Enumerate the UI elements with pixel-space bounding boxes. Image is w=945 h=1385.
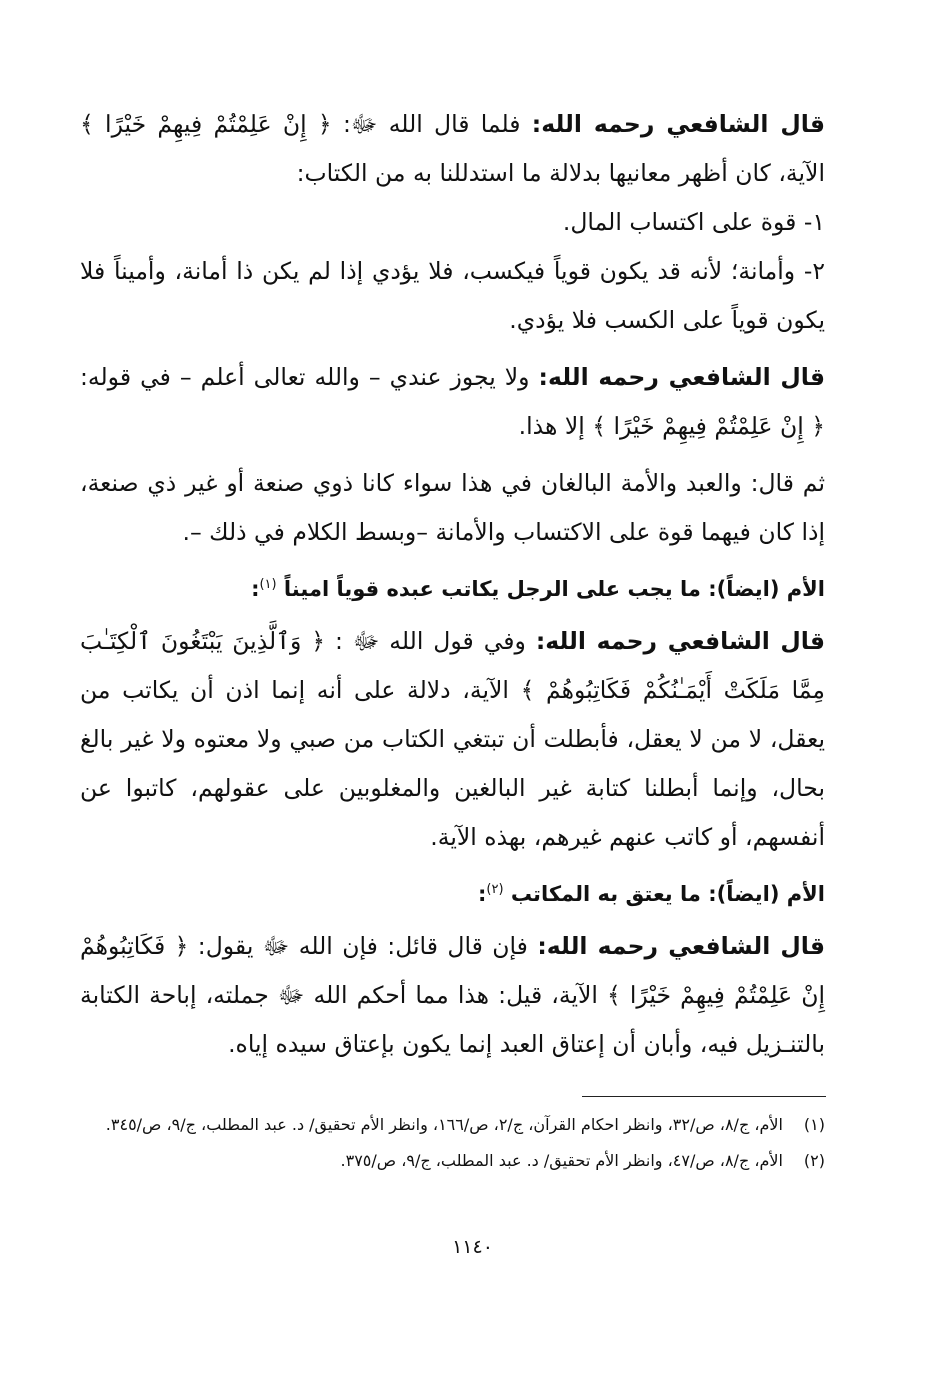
paragraph-1-text: فلما قال الله ﷻ: [331,110,532,138]
footnote-2-number: (٢) [803,1151,825,1170]
footnote-2-text: الأم، ج/٨، ص/٤٧، وانظر الأم تحقيق/ د. عبد المطلب، ج/٩، ص/٣٧٥. [340,1151,783,1170]
footnote-1 [80,1110,825,1140]
paragraph-5-text-cont: الآية، قيل: هذا مما أحكم الله ﷻ جملته، إباحة الكتابة بالتنـزيل فيه، وأبان أن إعتاق العبد إنما يكون بإعتاق سيده إياه. [80,981,825,1058]
list-item-1: ١- قوة على اكتساب المال. [562,208,825,236]
section-heading-2-colon: : [477,882,487,906]
paragraph-2-text: ولا يجوز عندي – والله تعالى أعلم – في قوله: [80,363,539,391]
page-body [80,100,825,1069]
paragraph-1-text-cont: الآية، كان أظهر معانيها بدلالة ما استدللنا به من الكتاب: [296,159,825,187]
footnote-ref-2: (٢) [486,882,504,897]
footnote-ref-1: (١) [259,577,277,592]
paragraph-4-text: وفي قول الله ﷻ : [325,627,536,655]
paragraph-1-lead: قال الشافعي رحمه الله: [531,110,825,138]
footnote-1-number: (١) [803,1115,825,1134]
paragraph-2-text-cont: إلا هذا. [518,412,593,440]
footnote-1-text: الأم، ج/٨، ص/٣٢، وانظر احكام القرآن، ج/٢، ص/١٦٦، وانظر الأم تحقيق/ د. عبد المطلب، ج/٩، ص/٣٤٥. [105,1115,783,1134]
section-heading-1-colon: : [251,577,260,601]
paragraph-5-verse: ﴿ فَكَاتِبُوهُمْ إِنْ عَلِمْتُمْ فِيهِمْ خَيْرًا ﴾ [80,932,825,1009]
footnotes [80,1110,825,1182]
footnote-divider [582,1096,826,1097]
paragraph-1 [80,100,825,198]
section-heading-2 [80,872,825,916]
paragraph-3: ثم قال: والعبد والأمة البالغان في هذا سواء كانا ذوي صنعة أو غير ذي صنعة، إذا كان فيهما قوة على الاكتساب والأمانة –وبسط الكلام في ذلك –. [80,469,825,546]
paragraph-2 [80,353,825,451]
page-number: ١١٤٠ [452,1236,493,1258]
paragraph-4-lead: قال الشافعي رحمه الله: [535,627,825,655]
paragraph-5-text: فإن قال قائل: فإن الله ﷻ يقول: [188,932,538,960]
paragraph-2-verse: ﴿ إِنْ عَلِمْتُمْ فِيهِمْ خَيْرًا ﴾ [592,412,825,440]
paragraph-4-verse: ﴿ وَٱلَّذِينَ يَبْتَغُونَ ٱلْكِتَـٰبَ مِمَّا مَلَكَتْ أَيْمَـٰنُكُمْ فَكَاتِبُوهُمْ ﴾ [80,627,825,704]
list-item-2: ٢- وأمانة؛ لأنه قد يكون قوياً فيكسب، فلا يؤدي إذا لم يكن ذا أمانة، وأميناً فلا يكون قوياً على الكسب فلا يؤدي. [80,257,825,334]
section-heading-1-text: الأم (ايضاً): ما يجب على الرجل يكاتب عبده قوياً اميناً [283,577,825,601]
paragraph-4-text-cont: الآية، دلالة على أنه إنما اذن أن يكاتب من يعقل، لا من لا يعقل، فأبطلت أن تبتغي الكتاب من صبي ولا معتوه ولا غير بالغ بحال، وإنما أبطلنا كتابة غير البالغين والمغلوبين على عقولهم، كاتبوا عن أنفسهم، أو كاتب عنهم غيرهم، بهذه الآية. [80,676,825,851]
paragraph-5 [80,922,825,1069]
paragraph-4 [80,617,825,862]
paragraph-1-verse: ﴿ إِنْ عَلِمْتُمْ فِيهِمْ خَيْرًا ﴾ [80,110,332,138]
footnote-2 [80,1146,825,1176]
paragraph-2-lead: قال الشافعي رحمه الله: [538,363,825,391]
section-heading-2-text: الأم (ايضاً): ما يعتق به المكاتب [510,882,825,906]
section-heading-1 [80,567,825,611]
paragraph-5-lead: قال الشافعي رحمه الله: [537,932,825,960]
